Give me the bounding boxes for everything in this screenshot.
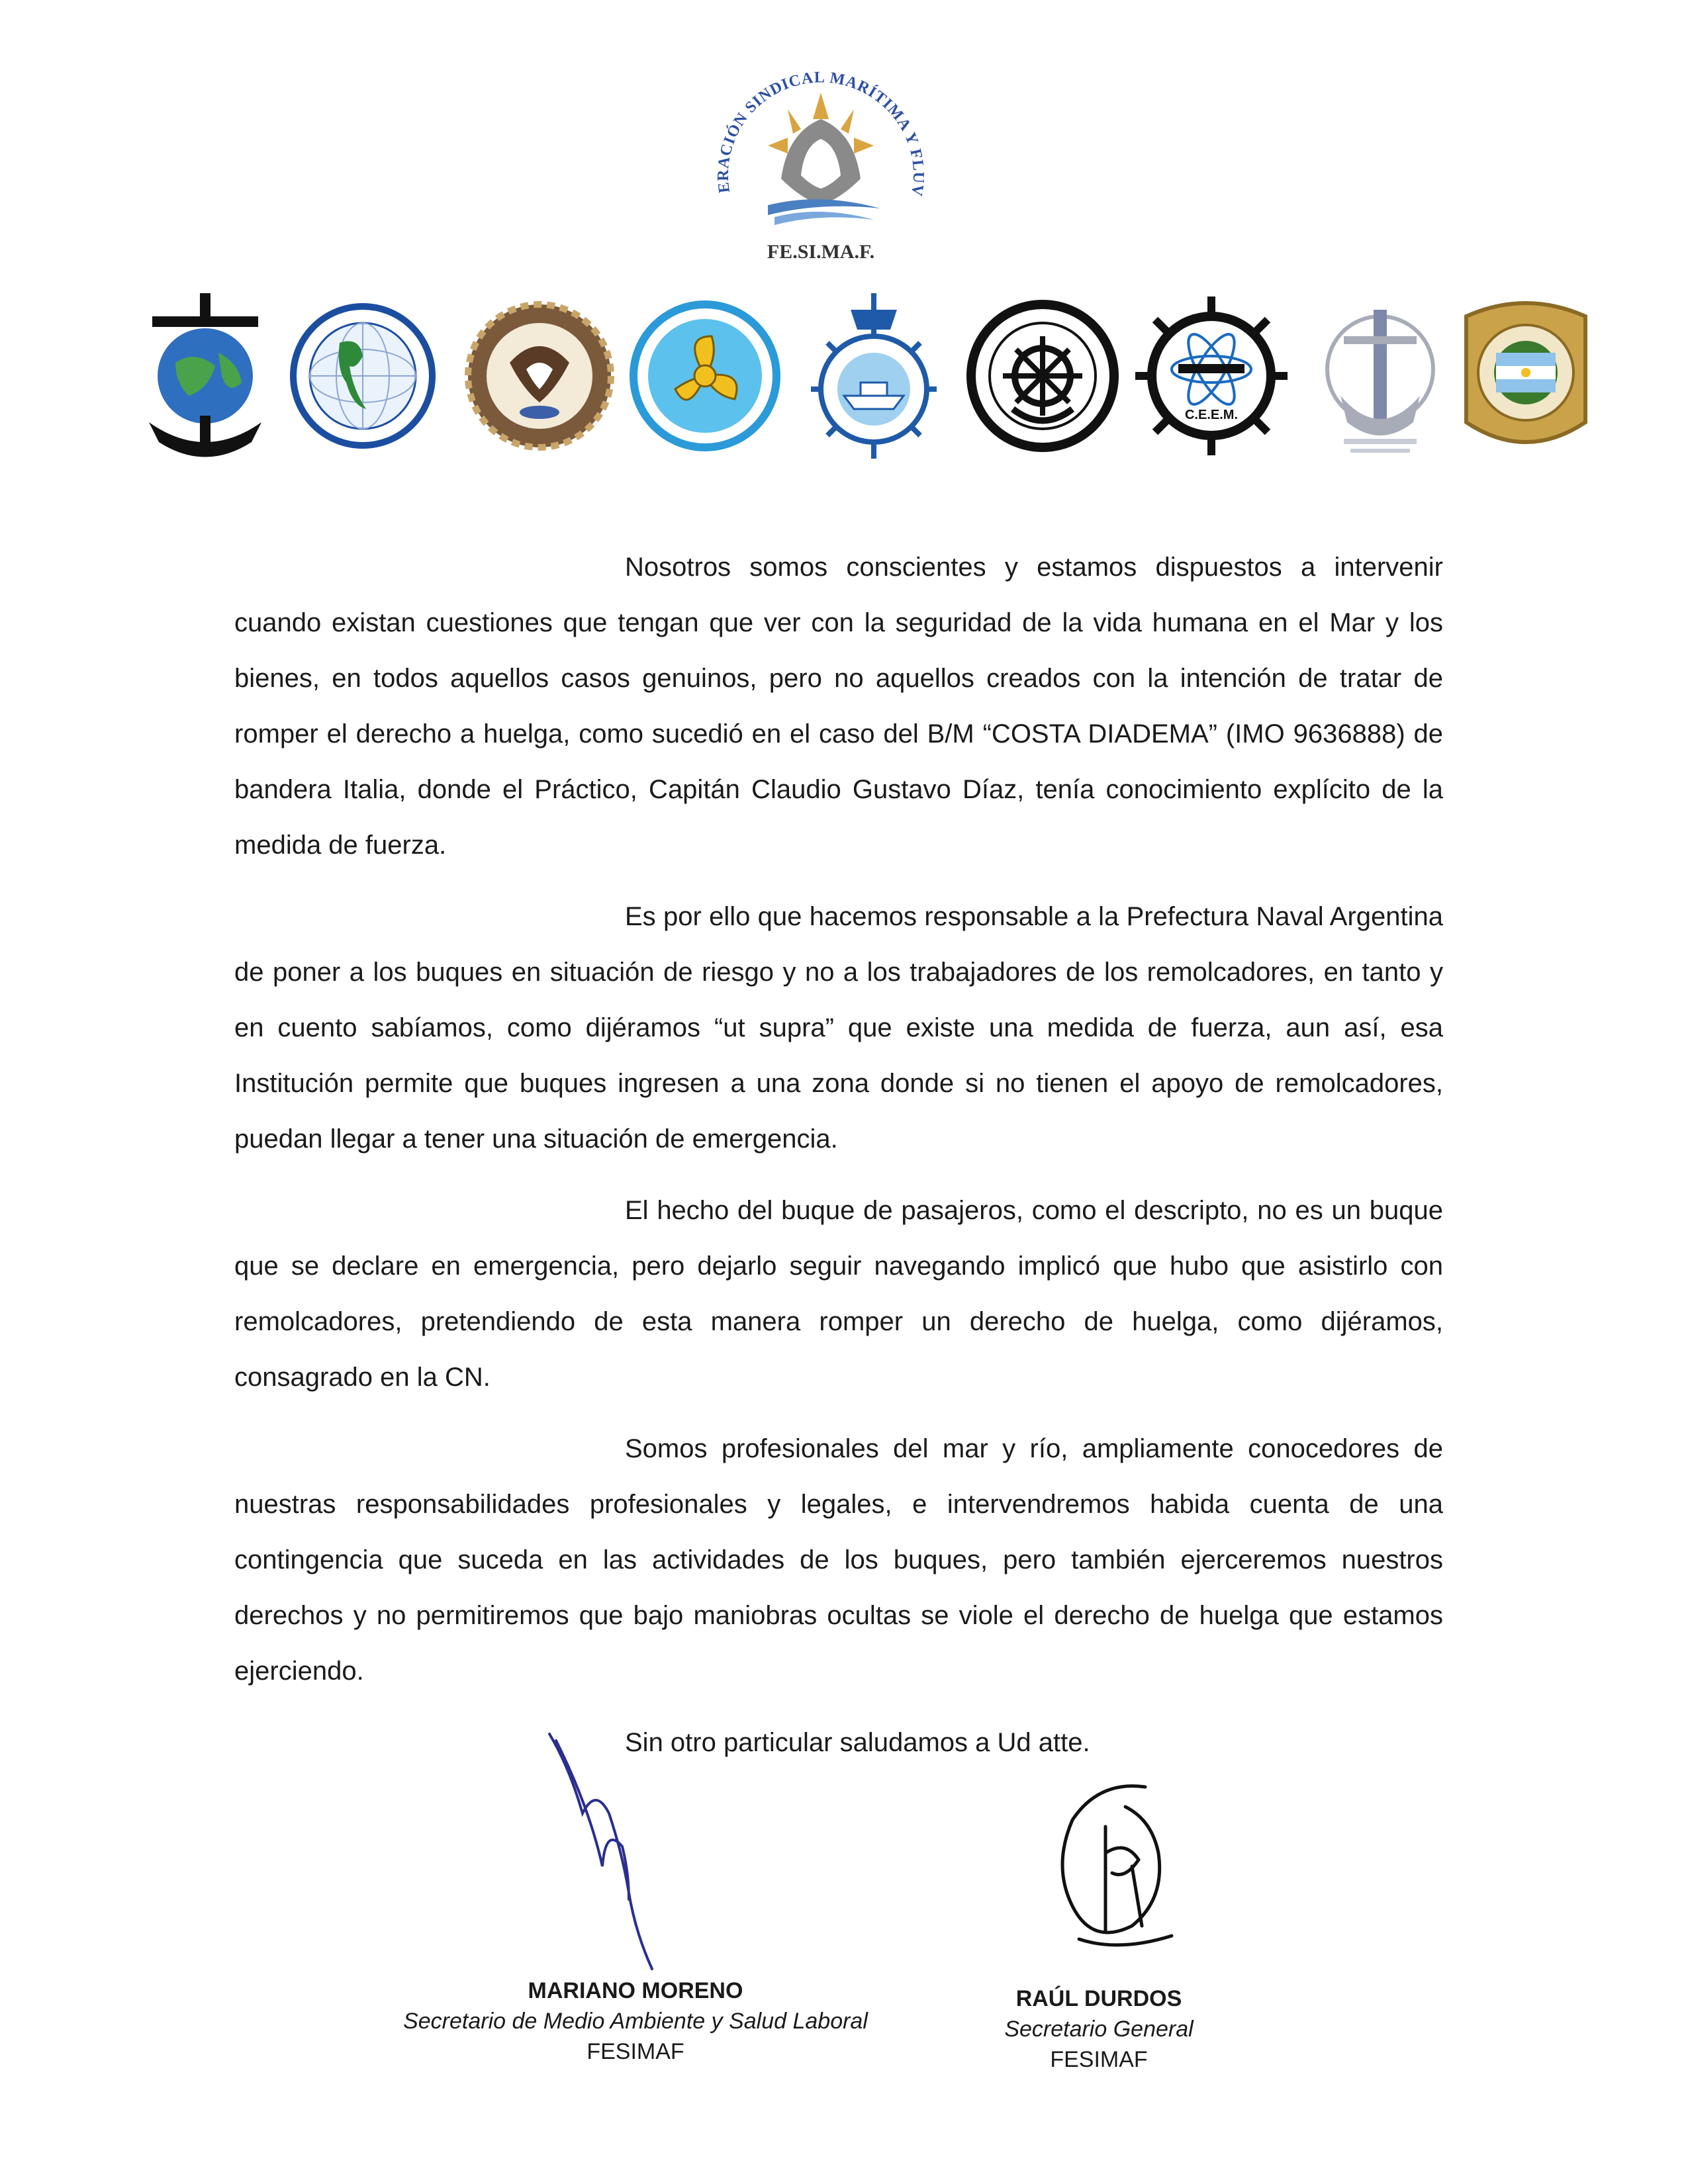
paragraph-prefectura: Es por ello que hacemos responsable a la Prefectura Naval Argentina de poner a los buques en situación de riesgo y no a los trabajadores de los remolcadores, en tanto y en cuento sabíamos, como dijéramos “ut supra” que existe una medida de fuerza, aun así, esa Institución permite que buques ingresen a una zona donde si no tienen el apoyo de remolcadores, puedan llegar a tener una situación de emergencia. xyxy=(234,902,1443,1154)
centro-construcciones-navales-icon xyxy=(1304,290,1456,462)
gear-seal-icon xyxy=(463,290,616,462)
flag-crest-seal-icon xyxy=(1450,290,1602,462)
paragraph-passenger-ship: El hecho del buque de pasajeros, como el descripto, no es un buque que se declare en emergencia, pero dejarlo seguir navegando implicó que hubo que asistirlo con remolcadores, pretendiendo de esta manera romper un derecho de huelga, como dijéramos, consagrado en la CN. xyxy=(234,1196,1443,1392)
signer-name: MARIANO MORENO xyxy=(528,1978,743,2003)
signer-role: Secretario de Medio Ambiente y Salud Laboral xyxy=(403,2009,868,2034)
signature-raul-durdos xyxy=(1039,1774,1192,1972)
fesimaf-logo xyxy=(688,46,953,271)
affiliate-emblems-row xyxy=(0,290,1688,462)
paragraph-intervention: Nosotros somos conscientes y estamos dispuestos a intervenir cuando existan cuestiones que tengan que ver con la seguridad de la vida humana en el Mar y los bienes, en todos aquellos casos genuinos, pero no aquellos creados con la intención de tratar de romper el derecho a huelga, como sucedió en el caso del B/M “COSTA DIADEMA” (IMO 9636888) de bandera Italia, donde el Práctico, Capitán Claudio Gustavo Díaz, tenía conocimiento explícito de la medida de fuerza. xyxy=(234,553,1443,860)
logo-acronym: FE.SI.MA.F. xyxy=(767,241,875,263)
signer-org: FESIMAF xyxy=(1050,2047,1148,2072)
ship-seal-icon xyxy=(798,290,950,462)
logo-ring-text: ERACIÓN SINDICAL MARÍTIMA Y FLUV xyxy=(714,69,927,198)
helm-atom-seal-icon xyxy=(1135,290,1288,462)
wave-icon xyxy=(768,199,880,225)
signer-org: FESIMAF xyxy=(586,2039,684,2064)
signature-block-right xyxy=(966,1983,1231,2075)
signature-block-left xyxy=(371,1976,900,2067)
centro-capitanes-ultramar-icon xyxy=(287,290,439,462)
letter-body xyxy=(234,539,1443,1786)
ceem-label: C.E.E.M. xyxy=(1184,408,1239,422)
propeller-seal-icon xyxy=(629,290,781,462)
closing-salutation: Sin otro particular saludamos a Ud atte. xyxy=(625,1728,1090,1757)
signer-name: RAÚL DURDOS xyxy=(1015,1986,1182,2011)
anchor-globe-icon xyxy=(129,290,281,462)
anchor-wheel-seal-icon xyxy=(966,290,1119,462)
signer-role: Secretario General xyxy=(1004,2017,1194,2042)
paragraph-professionals: Somos profesionales del mar y río, ampliamente conocedores de nuestras responsabilidades profesionales y legales, e intervendremos habida cuenta de una contingencia que suceda en las actividades de los buques, pero también ejerceremos nuestros derechos y no permitiremos que bajo maniobras ocultas se viole el derecho de huelga que estamos ejerciendo. xyxy=(234,1434,1443,1686)
signature-mariano-moreno xyxy=(530,1727,675,1972)
